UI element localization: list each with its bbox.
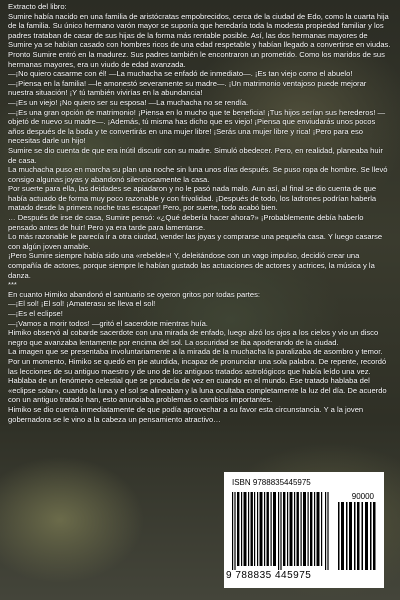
- isbn-label: ISBN 9788835445975: [232, 478, 311, 487]
- excerpt-paragraph: —¡Vamos a morir todos! —gritó el sacerdote mientras huía.: [8, 318, 208, 328]
- barcode-digits: 9 788835 445975: [226, 570, 312, 581]
- excerpt-paragraph: Pronto Sumire entró en la madurez. Sus padres también le encontraron un prometido. Como los maridos de sus hermanas mayores, era un viudo de edad avanzada.: [8, 49, 385, 69]
- excerpt-paragraph: Lo más razonable le parecía ir a otra ciudad, vender las joyas y comprarse una pequeña casa. Y luego casarse con algún joven amable.: [8, 232, 383, 251]
- excerpt-paragraph: —¡Piensa en la familia! —le amonestó severamente su madre—. ¡Un matrimonio ventajoso puede mejorar nuestra situación! ¡Y tú también vivirías en la abundancia!: [8, 78, 367, 98]
- excerpt-paragraph: La muchacha puso en marcha su plan una noche sin luna unos días después. Se puso ropa de hombre. Se llevó consigo algunas joyas y abandonó silenciosamente la casa.: [8, 165, 388, 184]
- excerpt-paragraph: La imagen que se presentaba involuntariamente a la mirada de la muchacha la paralizaba de asombro y temor. Por un momento, Himiko se quedó en pie aturdida, incapaz de pronunciar una sola palabra. De repente, recordó las lecciones de su antiguo maestro y de uno de los antiguos tratados astrológicos que había leído una vez. Hablaba de un fenómeno celestial que se producía de vez en cuando en el mundo. Ese tratado hablaba del «eclipse solar», cuando la luna y el sol se alineaban y la luna ocultaba completamente la luz del día. De acuerdo con un antiguo tratado han, esto anunciaba problemas o cambios importantes.: [8, 347, 387, 405]
- excerpt-paragraph: —¡No quiero casarme con él! —La muchacha se enfadó de inmediato—. ¡Es tan viejo como el abuelo!: [8, 69, 353, 79]
- excerpt-paragraph: —¡Es el eclipse!: [8, 309, 63, 318]
- excerpt-paragraph: —¡El sol! ¡El sol! ¡Amaterasu se lleva el sol!: [8, 299, 156, 309]
- isbn-barcode: [224, 472, 384, 588]
- excerpt-paragraph: Por suerte para ella, las deidades se apiadaron y no le pasó nada malo. Aun así, al final se dio cuenta de que había actuado de forma muy poco razonable y con frivolidad. ¡Después de todo, los ladrones podrían haberla matado desde la primera noche tras escapar! Pero, por suerte, todo acabó bien.: [8, 184, 377, 213]
- excerpt-paragraph: ¡Pero Sumire siempre había sido una «rebelde»! Y, deleitándose con un vago impulso, decidió crear una compañía de actores, porque siempre le habían gustado las actuaciones de actores y actrices, la música y la danza.: [8, 251, 375, 280]
- excerpt-paragraph: … Después de irse de casa, Sumire pensó: «¿Qué debería hacer ahora?» ¡Probablemente debía haberlo pensado antes de huir! Pero ya era tarde para lamentarse.: [8, 213, 364, 232]
- excerpt-paragraph: —¡Es un viejo! ¡No quiero ser su esposa! —La muchacha no se rendía.: [8, 97, 249, 107]
- excerpt-heading: Extracto del libro:: [8, 2, 67, 11]
- section-separator: ***: [8, 280, 17, 290]
- excerpt-paragraph: En cuanto Himiko abandonó el santuario se oyeron gritos por todas partes:: [8, 289, 261, 299]
- excerpt-paragraph: Himiko observó al cobarde sacerdote con una mirada de enfado, luego alzó los ojos a los cielos y vio un disco negro que avanzaba lentamente por encima del sol. La oscuridad se iba apoderando de la ciudad.: [8, 328, 379, 347]
- excerpt-paragraph: —¡Es una gran opción de matrimonio! ¡Piensa en lo mucho que te beneficia! ¡Tus hijos serían sus herederos! —objetó de nuevo su madre—. ¡Además, tú misma has dicho que es viejo! ¡Piensa que enviudarás unos pocos años después de la boda y te convertirás en una mujer libre! ¡Serás una mujer libre y rica! ¡Pero para eso necesitas darle un hijo!: [8, 107, 386, 146]
- book-excerpt: [8, 2, 392, 424]
- excerpt-paragraph: Sumire se dio cuenta de que era inútil discutir con su madre. Simuló obedecer. Pero, en realidad, planeaba huir de casa.: [8, 145, 383, 165]
- barcode-bars: [232, 492, 332, 570]
- excerpt-paragraph: Sumire había nacido en una familia de aristócratas empobrecidos, cerca de la ciudad de Edo, como la cuarta hija de la familia. Su único hermano varón mayor se suponía que heredaría toda la modesta propiedad familiar y los padres trataban de casar de sus hijas de la forma más rentable posible. Así, las dos hermanas mayores de Sumire ya se habían casado con hombres ricos de una edad respetable y habían llegado a convertirse en viudas.: [8, 11, 391, 50]
- price-barcode-bars: [338, 502, 376, 570]
- price-code: 90000: [351, 492, 374, 501]
- excerpt-paragraph: Himiko se dio cuenta inmediatamente de que podía aprovechar a su favor esta circunstancia. Y a la joven gobernadora se le vino a la cabeza un pensamiento atractivo…: [8, 404, 364, 424]
